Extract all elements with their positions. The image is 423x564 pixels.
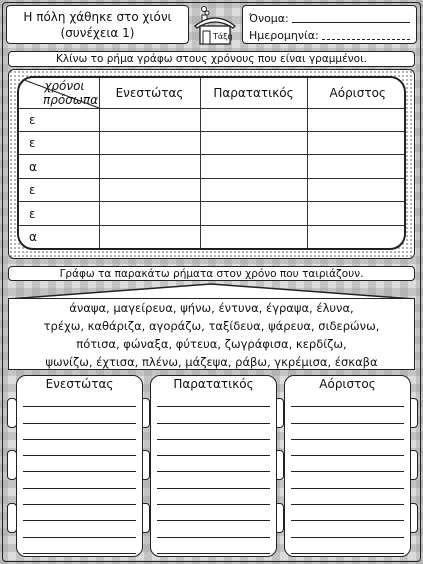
writing-line[interactable]: [291, 440, 404, 456]
name-label: Όνομα:: [249, 12, 289, 25]
answer-cell[interactable]: [99, 108, 200, 131]
writing-line[interactable]: [157, 521, 270, 537]
person-label: ε: [19, 108, 99, 131]
column-imperfect: [150, 375, 277, 557]
writing-line[interactable]: [291, 521, 404, 537]
writing-line[interactable]: [23, 472, 136, 488]
table-row: [19, 202, 406, 225]
column-aorist: [284, 375, 411, 557]
instruction-2: Γράφω τα παρακάτω ρήματα στον χρόνο που ταιριάζουν.: [8, 266, 415, 281]
conjugation-table: [17, 76, 406, 250]
table-row: [19, 155, 406, 178]
writing-line[interactable]: [291, 538, 404, 554]
table-row: [19, 108, 406, 131]
answer-cell[interactable]: [307, 225, 406, 248]
writing-line[interactable]: [157, 505, 270, 521]
writing-line[interactable]: [23, 538, 136, 554]
table-row: [19, 178, 406, 201]
house-icon: [193, 4, 237, 46]
writing-line[interactable]: [23, 521, 136, 537]
title-box: [6, 5, 189, 44]
table-row: [19, 225, 406, 248]
answer-cell[interactable]: [200, 131, 307, 154]
writing-line[interactable]: [291, 424, 404, 440]
date-field[interactable]: [322, 39, 410, 40]
answer-cell[interactable]: [200, 108, 307, 131]
answer-cell[interactable]: [307, 108, 406, 131]
writing-line[interactable]: [23, 456, 136, 472]
writing-line[interactable]: [291, 489, 404, 505]
answer-cell[interactable]: [200, 155, 307, 178]
table-corner: [19, 78, 99, 108]
corner-persons: πρόσωπα: [43, 92, 98, 107]
name-date-box: [242, 5, 417, 44]
writing-line[interactable]: [23, 391, 136, 407]
writing-line[interactable]: [157, 440, 270, 456]
column-title-present: Ενεστώτας: [45, 377, 114, 391]
person-label: α: [19, 155, 99, 178]
answer-cell[interactable]: [99, 225, 200, 248]
answer-cell[interactable]: [99, 131, 200, 154]
column-present: [16, 375, 143, 557]
verbs-line-4: ψωνίζω, έχτισα, πλένω, μάζεψα, ράβω, γκρέμισα, έσκαβα: [45, 355, 378, 369]
verbs-line-3: πότισα, φώναξα, φύτευα, ζωγράφισα, κερδίζω,: [76, 337, 347, 351]
person-label: ε: [19, 178, 99, 201]
writing-line[interactable]: [291, 472, 404, 488]
person-label: α: [19, 225, 99, 248]
house-label: Τάξη: [213, 32, 233, 41]
column-title-imperfect: Παρατατικός: [173, 377, 254, 391]
answer-cell[interactable]: [99, 155, 200, 178]
answer-cell[interactable]: [307, 202, 406, 225]
verbs-box: [8, 298, 415, 370]
writing-line[interactable]: [291, 505, 404, 521]
answer-cell[interactable]: [307, 131, 406, 154]
writing-line[interactable]: [291, 407, 404, 423]
corner-tenses: χρόνοι: [44, 79, 85, 93]
answer-cell[interactable]: [99, 178, 200, 201]
writing-line[interactable]: [157, 391, 270, 407]
verbs-line-2: τρέχω, καθάριζα, αγοράζω, ταξίδευα, ψάρευα, σιδερώνω,: [43, 319, 380, 333]
writing-line[interactable]: [291, 391, 404, 407]
date-label: Ημερομηνία:: [249, 29, 319, 42]
writing-line[interactable]: [23, 407, 136, 423]
person-label: ε: [19, 131, 99, 154]
instruction-1: Κλίνω το ρήμα γράφω στους χρόνους που είναι γραμμένοι.: [8, 51, 415, 67]
name-field[interactable]: [292, 22, 410, 23]
person-label: ε: [19, 202, 99, 225]
verbs-line-1: άναψα, μαγείρευα, ψήνω, έντυνα, έγραψα, έλυνα,: [69, 301, 354, 315]
writing-line[interactable]: [157, 407, 270, 423]
col-header-aorist: Αόριστος: [307, 78, 406, 108]
writing-line[interactable]: [23, 489, 136, 505]
writing-line[interactable]: [23, 424, 136, 440]
writing-line[interactable]: [157, 424, 270, 440]
answer-cell[interactable]: [307, 155, 406, 178]
answer-cell[interactable]: [99, 202, 200, 225]
writing-line[interactable]: [291, 456, 404, 472]
answer-cell[interactable]: [200, 225, 307, 248]
column-title-aorist: Αόριστος: [319, 377, 376, 391]
writing-line[interactable]: [157, 456, 270, 472]
col-header-imperfect: Παρατατικός: [200, 78, 307, 108]
writing-line[interactable]: [157, 538, 270, 554]
writing-line[interactable]: [23, 440, 136, 456]
answer-cell[interactable]: [200, 178, 307, 201]
writing-line[interactable]: [157, 489, 270, 505]
writing-line[interactable]: [157, 472, 270, 488]
table-row: [19, 131, 406, 154]
title-line-1: Η πόλη χάθηκε στο χιόνι: [23, 10, 172, 24]
col-header-present: Ενεστώτας: [99, 78, 200, 108]
title-line-2: (συνέχεια 1): [60, 26, 135, 40]
writing-line[interactable]: [23, 505, 136, 521]
answer-cell[interactable]: [307, 178, 406, 201]
answer-cell[interactable]: [200, 202, 307, 225]
